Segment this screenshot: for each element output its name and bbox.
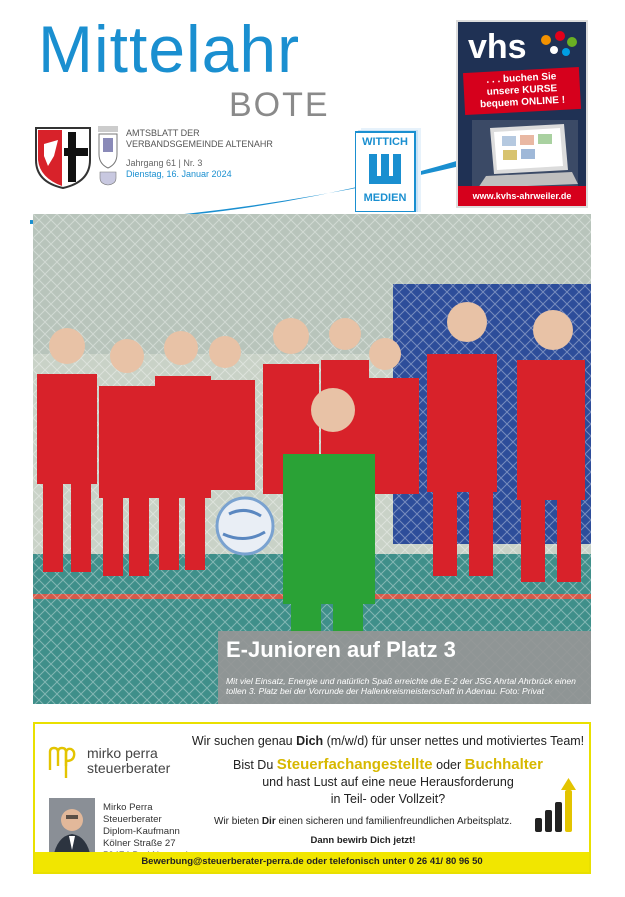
- laptop-image: [472, 120, 578, 190]
- wittich-line1: WITTICH: [362, 136, 408, 148]
- wittich-medien-logo: [355, 128, 421, 212]
- cover-headline: E-Junioren auf Platz 3: [226, 637, 456, 662]
- amtsblatt-line1: AMTSBLATT DER: [126, 128, 200, 138]
- ad-line1-pre: Wir suchen genau: [191, 734, 297, 748]
- cover-caption: Mit viel Einsatz, Energie und natürlich Spaß erreichte die E-2 der JSG Ahrtal Ahrbrück einen tollen 3. Platz bei der Vorrunde der Hallenkreismeisterschaft in Adenau. Foto: Privat: [226, 676, 576, 696]
- ad-line2-pre: Bist Du: [233, 758, 277, 772]
- contact-name: Mirko Perra: [103, 802, 153, 813]
- ad-line2: [185, 756, 591, 774]
- ad-line2-mid: oder: [432, 758, 465, 772]
- vhs-dots-icon: [538, 30, 578, 58]
- contact-title1: Steuerberater: [103, 814, 162, 825]
- ad-line1-post: (m/w/d) für unser nettes und motiviertes Team!: [323, 734, 585, 748]
- ad-body: [185, 730, 591, 846]
- growth-chart-icon: [533, 776, 577, 834]
- ad-line6: Dann bewirb Dich jetzt!: [310, 835, 416, 846]
- ad-line3: und hast Lust auf eine neue Herausforderung: [262, 775, 514, 789]
- contact-title2: Diplom-Kaufmann: [103, 826, 180, 837]
- amtsblatt-line2: VERBANDSGEMEINDE ALTENAHR: [126, 139, 273, 149]
- brand-line2: steuerberater: [87, 760, 171, 776]
- ad-line5: [135, 816, 591, 827]
- ad-line4: in Teil- oder Vollzeit?: [330, 792, 446, 806]
- issue-number: Jahrgang 61 | Nr. 3: [126, 158, 203, 168]
- newspaper-title: Mittelahr: [38, 12, 301, 86]
- wittich-line2: MEDIEN: [363, 192, 407, 204]
- application-contact-link[interactable]: Bewerbung@steuerberater-perra.de oder telefonisch unter 0 26 41/ 80 96 50: [35, 852, 589, 872]
- job-advertisement: [33, 722, 591, 874]
- brand-line1: mirko perra: [87, 745, 158, 761]
- vhs-advertisement[interactable]: [456, 20, 588, 208]
- ad-line5-bold: Dir: [261, 816, 276, 827]
- ad-line2-highlight2: Buchhalter: [464, 756, 543, 773]
- issue-date: Dienstag, 16. Januar 2024: [126, 169, 232, 179]
- vhs-banner: [463, 67, 581, 115]
- vhs-banner-line2: unsere KURSE: [486, 83, 558, 98]
- ad-line1: [185, 734, 591, 748]
- vhs-banner-line3: bequem ONLINE !: [479, 94, 566, 111]
- advertiser-brand: [87, 746, 170, 776]
- newspaper-subtitle: BOTE: [229, 86, 330, 124]
- mp-logo-icon: [47, 744, 77, 780]
- advertiser-portrait: [49, 798, 95, 858]
- ad-line5-pre: Wir bieten: [214, 816, 262, 827]
- contact-street: Kölner Straße 27: [103, 838, 176, 849]
- vhs-logo: vhs: [468, 28, 527, 66]
- vhs-url-link[interactable]: www.kvhs-ahrweiler.de: [458, 186, 586, 206]
- vhs-banner-line1: . . . buchen Sie: [486, 71, 557, 86]
- ad-line1-bold: Dich: [296, 734, 324, 748]
- ad-line2-highlight1: Steuerfachangestellte: [276, 756, 433, 773]
- ad-line5-post: einen sicheren und familienfreundlichen Arbeitsplatz.: [275, 816, 512, 827]
